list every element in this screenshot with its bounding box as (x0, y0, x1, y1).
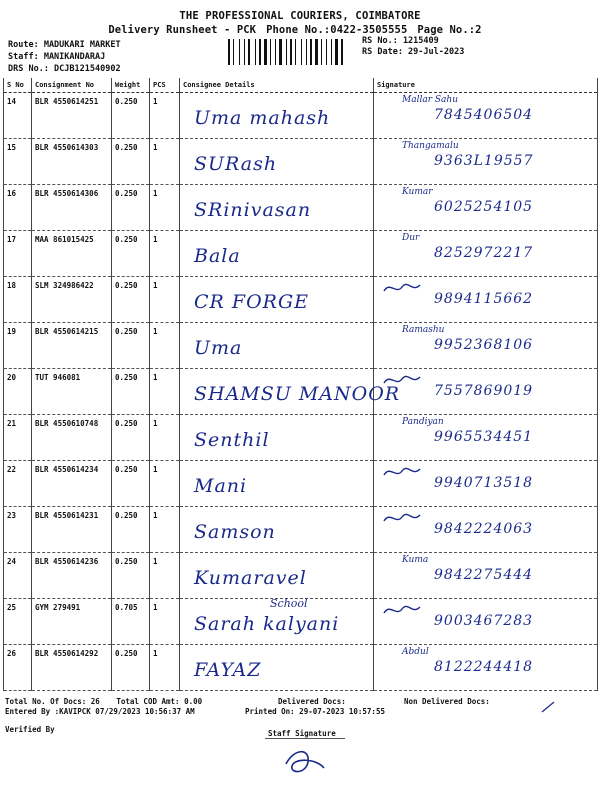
row-consignee-name: SHAMSU MANOOR (194, 383, 401, 405)
row-phone: 9842224063 (434, 521, 534, 537)
barcode-bar (301, 39, 302, 65)
row-signature-cell (374, 553, 598, 599)
row-consignment-no: GYM 279491 (32, 599, 112, 645)
barcode-bar (293, 39, 294, 65)
table-row (4, 507, 598, 553)
barcode-bar (308, 39, 309, 65)
row-sno: 24 (4, 553, 32, 599)
col-consignee: Consignee Details (180, 78, 374, 93)
row-signature-cell (374, 93, 598, 139)
table-row (4, 93, 598, 139)
row-consignee-cell (180, 93, 374, 139)
staff-signature-line (265, 738, 345, 739)
barcode-bar (295, 39, 296, 65)
row-consignment-no: BLR 4550614215 (32, 323, 112, 369)
row-sno: 16 (4, 185, 32, 231)
row-sno: 17 (4, 231, 32, 277)
barcode-bar (341, 39, 343, 65)
company-title: THE PROFESSIONAL COURIERS, COIMBATORE (179, 10, 421, 22)
barcode-bar (313, 39, 314, 65)
row-phone: 9842275444 (434, 567, 534, 583)
row-sno: 15 (4, 139, 32, 185)
phone-label: Phone No.:0422-3505555 (266, 24, 408, 36)
row-weight: 0.250 (112, 369, 150, 415)
row-weight: 0.250 (112, 277, 150, 323)
rs-date: RS Date: 29-Jul-2023 (362, 47, 465, 57)
runsheet-table (3, 78, 598, 691)
barcode-bar (315, 39, 318, 65)
barcode-bar (310, 39, 312, 65)
barcode-bar (331, 39, 332, 65)
barcode-bar (248, 39, 250, 65)
tick-mark (540, 700, 556, 714)
barcode-bar (268, 39, 269, 65)
col-weight: Weight (112, 78, 150, 93)
barcode-bar (321, 39, 322, 65)
row-consignee-name: FAYAZ (194, 659, 262, 681)
row-sno: 23 (4, 507, 32, 553)
row-consignment-no: TUT 946081 (32, 369, 112, 415)
barcode-bar (303, 39, 305, 65)
row-consignee-cell (180, 415, 374, 461)
row-signature-cell (374, 507, 598, 553)
page-number: Page No.:2 (417, 24, 482, 36)
row-pcs: 1 (150, 415, 180, 461)
row-sno: 18 (4, 277, 32, 323)
row-phone: 9952368106 (434, 337, 534, 353)
row-consignee-cell (180, 139, 374, 185)
row-weight: 0.705 (112, 599, 150, 645)
row-signer: Thangamalu (402, 141, 459, 151)
staff-signature-scribble (280, 744, 330, 780)
barcode-bar (283, 39, 285, 65)
row-consignee-cell (180, 461, 374, 507)
row-signature-scribble (382, 463, 422, 481)
row-signature-cell (374, 323, 598, 369)
row-weight: 0.250 (112, 507, 150, 553)
row-signer: Kuma (402, 555, 429, 565)
row-consignment-no: BLR 4550614236 (32, 553, 112, 599)
row-pcs: 1 (150, 277, 180, 323)
table-row (4, 369, 598, 415)
row-phone: 9965534451 (434, 429, 534, 445)
row-weight: 0.250 (112, 93, 150, 139)
runsheet-subtitle (0, 24, 600, 36)
row-signer: Kumar (402, 187, 433, 197)
row-weight: 0.250 (112, 415, 150, 461)
row-sno: 26 (4, 645, 32, 691)
table-row (4, 645, 598, 691)
barcode-bar (319, 39, 320, 65)
row-signature-cell (374, 461, 598, 507)
header-left-block (8, 39, 121, 75)
row-consignee-name: Uma (194, 337, 243, 359)
row-sno: 19 (4, 323, 32, 369)
total-cod: Total COD Amt: 0.00 (116, 697, 203, 706)
row-signature-cell (374, 231, 598, 277)
non-delivered-docs: Non Delivered Docs: (404, 697, 490, 706)
row-phone: 9363L19557 (434, 153, 534, 169)
row-consignment-no: BLR 4550614231 (32, 507, 112, 553)
row-pcs: 1 (150, 507, 180, 553)
row-consignment-no: SLM 324986422 (32, 277, 112, 323)
row-consignee-name: CR FORGE (194, 291, 309, 313)
row-signature-cell (374, 415, 598, 461)
col-consignment: Consignment No (32, 78, 112, 93)
col-pcs: PCS (150, 78, 180, 93)
row-signature-cell (374, 185, 598, 231)
row-consignment-no: BLR 4550614251 (32, 93, 112, 139)
barcode-bar (257, 39, 258, 65)
row-weight: 0.250 (112, 461, 150, 507)
row-sno: 22 (4, 461, 32, 507)
row-consignee-name: Kumaravel (194, 567, 307, 589)
row-weight: 0.250 (112, 323, 150, 369)
row-consignee-cell (180, 323, 374, 369)
barcode-bar (328, 39, 330, 65)
total-docs: Total No. Of Docs: 26 (5, 697, 100, 706)
barcode-bar (246, 39, 247, 65)
barcode-bar (251, 39, 254, 65)
row-signer: Mallar Sahu (402, 95, 458, 105)
row-pcs: 1 (150, 599, 180, 645)
barcode-bar (290, 39, 292, 65)
row-consignee-name: Uma mahash (194, 107, 331, 129)
footer-audit (5, 707, 195, 716)
barcode-bar (339, 39, 340, 65)
row-weight: 0.250 (112, 185, 150, 231)
barcode-bar (255, 39, 256, 65)
row-signer: Dur (402, 233, 420, 243)
row-consignee-cell (180, 645, 374, 691)
row-pcs: 1 (150, 461, 180, 507)
table-row (4, 553, 598, 599)
barcode-bar (270, 39, 271, 65)
row-consignee-name: Sarah kalyani (194, 613, 340, 635)
col-signature: Signature (374, 78, 598, 93)
row-sno: 21 (4, 415, 32, 461)
row-consignment-no: BLR 4550614303 (32, 139, 112, 185)
route-label: Route: MADUKARI MARKET (8, 40, 121, 50)
row-consignment-no: BLR 4550614306 (32, 185, 112, 231)
row-consignee-cell (180, 185, 374, 231)
row-consignee-cell (180, 599, 374, 645)
row-sno: 20 (4, 369, 32, 415)
barcode (228, 39, 354, 65)
printed-on: Printed On: 29-07-2023 10:57:55 (245, 707, 385, 716)
row-consignee-note: School (270, 597, 308, 610)
barcode-bar (335, 39, 338, 65)
row-signature-cell (374, 645, 598, 691)
table-header-row (4, 78, 598, 93)
barcode-bar (333, 39, 334, 65)
row-phone: 7557869019 (434, 383, 534, 399)
row-phone: 6025254105 (434, 199, 534, 215)
row-phone: 8252972217 (434, 245, 534, 261)
table-row (4, 461, 598, 507)
staff-label: Staff: MANIKANDARAJ (8, 52, 106, 62)
row-sno: 25 (4, 599, 32, 645)
row-sno: 14 (4, 93, 32, 139)
row-phone: 9894115662 (434, 291, 534, 307)
row-signature-cell (374, 369, 598, 415)
row-consignee-cell (180, 553, 374, 599)
barcode-bar (239, 39, 240, 65)
barcode-bar (326, 39, 327, 65)
row-consignee-name: Senthil (194, 429, 270, 451)
row-pcs: 1 (150, 185, 180, 231)
row-signature-cell (374, 277, 598, 323)
barcode-bar (279, 39, 282, 65)
footer-totals (5, 697, 202, 706)
row-consignment-no: BLR 4550610748 (32, 415, 112, 461)
row-phone: 8122244418 (434, 659, 534, 675)
row-signature-cell (374, 139, 598, 185)
barcode-bar (288, 39, 289, 65)
row-signer: Ramashu (402, 325, 445, 335)
row-phone: 9940713518 (434, 475, 534, 491)
row-pcs: 1 (150, 645, 180, 691)
row-pcs: 1 (150, 93, 180, 139)
barcode-bar (228, 39, 230, 65)
barcode-bar (306, 39, 307, 65)
barcode-bar (323, 39, 325, 65)
row-consignee-name: Mani (194, 475, 248, 497)
table-row (4, 415, 598, 461)
row-consignee-cell (180, 277, 374, 323)
row-signer: Pandiyan (402, 417, 444, 427)
barcode-bar (233, 39, 234, 65)
row-weight: 0.250 (112, 139, 150, 185)
barcode-bar (259, 39, 261, 65)
row-pcs: 1 (150, 323, 180, 369)
table-row (4, 231, 598, 277)
barcode-bar (277, 39, 278, 65)
row-phone: 9003467283 (434, 613, 534, 629)
row-signature-scribble (382, 279, 422, 297)
row-pcs: 1 (150, 139, 180, 185)
row-signature-cell (374, 599, 598, 645)
row-pcs: 1 (150, 369, 180, 415)
barcode-bar (231, 39, 232, 65)
table-row (4, 185, 598, 231)
entered-by: Entered By :KAVIPCK 07/29/2023 10:56:37 AM (5, 707, 195, 716)
row-consignee-cell (180, 231, 374, 277)
row-consignee-name: SURash (194, 153, 278, 175)
barcode-bar (262, 39, 263, 65)
row-consignee-name: Bala (194, 245, 241, 267)
row-weight: 0.250 (112, 231, 150, 277)
barcode-bar (241, 39, 243, 65)
row-pcs: 1 (150, 553, 180, 599)
row-signer: Abdul (402, 647, 429, 657)
staff-signature-label: Staff Signature (268, 729, 336, 738)
barcode-bar (297, 39, 300, 65)
table-row (4, 139, 598, 185)
barcode-bar (244, 39, 245, 65)
barcode-bar (235, 39, 238, 65)
row-signature-scribble (382, 371, 422, 389)
row-consignee-cell (180, 507, 374, 553)
row-consignment-no: BLR 4550614234 (32, 461, 112, 507)
row-consignee-name: Samson (194, 521, 276, 543)
barcode-bar (286, 39, 287, 65)
drs-label: DRS No.: DCJB121540902 (8, 64, 121, 74)
delivered-docs: Delivered Docs: (278, 697, 346, 706)
row-phone: 7845406504 (434, 107, 534, 123)
runsheet-title: Delivery Runsheet - PCK (108, 24, 257, 36)
row-consignee-name: SRinivasan (194, 199, 312, 221)
table-row (4, 323, 598, 369)
row-consignment-no: BLR 4550614292 (32, 645, 112, 691)
barcode-bar (264, 39, 267, 65)
barcode-bar (275, 39, 276, 65)
row-consignee-cell (180, 369, 401, 415)
rs-number: RS No.: 1215409 (362, 36, 439, 46)
table-row (4, 277, 598, 323)
barcode-bar (272, 39, 274, 65)
row-consignment-no: MAA 861015425 (32, 231, 112, 277)
table-row (4, 599, 598, 645)
row-weight: 0.250 (112, 553, 150, 599)
row-signature-scribble (382, 509, 422, 527)
verified-by: Verified By (5, 725, 55, 734)
row-signature-scribble (382, 601, 422, 619)
row-pcs: 1 (150, 231, 180, 277)
col-sno: S No (4, 78, 32, 93)
barcode-bar (344, 39, 345, 65)
row-weight: 0.250 (112, 645, 150, 691)
header-right-block (362, 36, 464, 58)
